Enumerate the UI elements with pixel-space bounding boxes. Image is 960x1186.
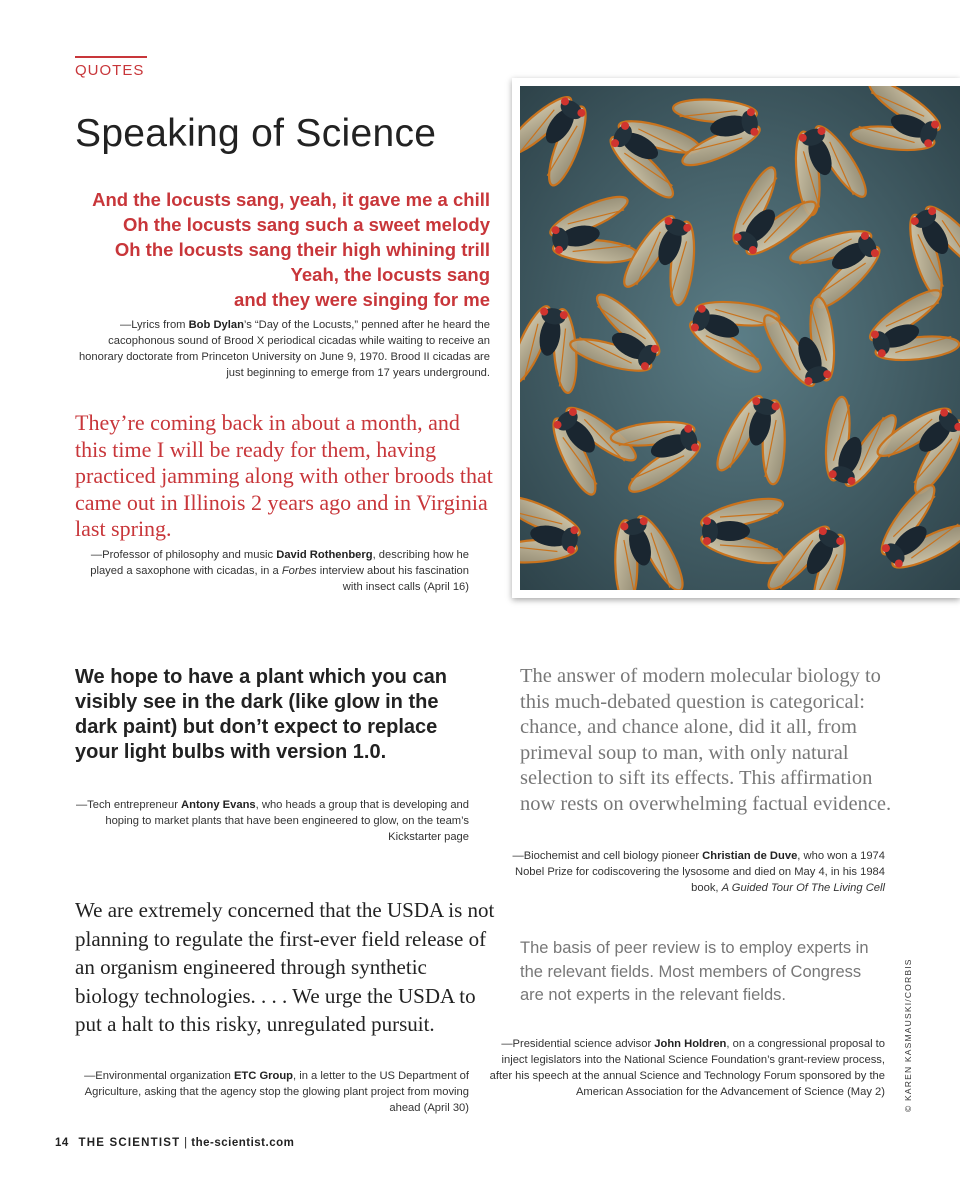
quote-2-text: They’re coming back in about a month, and this time I will be ready for them, having practiced jamming along with other broods that came out in Illinois 2 years ago and in Virginia last spring. bbox=[75, 410, 493, 541]
attribution-text: , who won a 1974 Nobel Prize for codiscovering the lysosome and died on May 4, in his 1984 book, bbox=[514, 850, 885, 894]
attribution-text: —Presidential science advisor bbox=[501, 1038, 655, 1050]
footer-separator: | bbox=[184, 1137, 188, 1149]
attribution-text: —Lyrics from bbox=[120, 319, 189, 331]
quote-2-attribution bbox=[69, 547, 469, 595]
attribution-publication: Forbes bbox=[281, 565, 317, 577]
attribution-text: —Environmental organization bbox=[84, 1070, 234, 1082]
attribution-name: David Rothenberg bbox=[276, 549, 373, 561]
lyric-line: Yeah, the locusts sang bbox=[290, 264, 490, 285]
magazine-url[interactable]: the-scientist.com bbox=[191, 1137, 295, 1149]
cicada-photo-frame bbox=[512, 78, 960, 598]
attribution-text: , in a letter to the US Department of Agriculture, asking that the agency stop the glowing plant project from moving ahead (April 30) bbox=[84, 1070, 469, 1114]
quote-6-attribution bbox=[485, 1036, 885, 1100]
cicada-illustration bbox=[520, 86, 960, 590]
attribution-text: , who heads a group that is developing and hoping to market plants that have been engineered to glow, on the team’s Kickstarter page bbox=[105, 799, 469, 843]
attribution-name: ETC Group bbox=[233, 1070, 294, 1082]
quote-5-attribution bbox=[485, 848, 885, 896]
attribution-text: —Tech entrepreneur bbox=[75, 799, 182, 811]
attribution-text: interview about his fascination with insect calls (April 16) bbox=[316, 565, 469, 593]
attribution-text: —Biochemist and cell biology pioneer bbox=[512, 850, 703, 862]
page-title: Speaking of Science bbox=[75, 112, 437, 155]
attribution-publication: A Guided Tour Of The Living Cell bbox=[721, 882, 885, 894]
cicada-photo bbox=[520, 86, 960, 590]
attribution-name: John Holdren bbox=[654, 1038, 727, 1050]
quote-5-text: The answer of modern molecular biology to this much-debated question is categorical: chance, and chance alone, did it all, from primeval soup to man, with only natural selection to sift its effects. This affirmation now rests on overwhelming factual evidence. bbox=[520, 665, 892, 815]
quote-4-attribution bbox=[69, 1068, 469, 1116]
attribution-name: Christian de Duve bbox=[702, 850, 798, 862]
section-rule bbox=[75, 56, 147, 58]
lyric-line: and they were singing for me bbox=[234, 289, 490, 310]
quote-1-lyrics bbox=[60, 187, 490, 312]
lyric-line: Oh the locusts sang their high whining trill bbox=[114, 239, 490, 260]
quote-3-attribution bbox=[69, 797, 469, 845]
attribution-text: ’s “Day of the Locusts,” penned after he heard the cacophonous sound of Brood X periodical cicadas while waiting to receive an honorary doctorate from Princeton University on June 9, 1970. Brood II cicadas are just beginning to emerge from 17 years underground. bbox=[78, 319, 490, 379]
lyric-line: Oh the locusts sang such a sweet melody bbox=[122, 214, 490, 235]
section-label: QUOTES bbox=[75, 62, 145, 79]
page-footer bbox=[55, 1137, 294, 1149]
photo-credit: © KAREN KASMAUSKI/CORBIS bbox=[903, 958, 913, 1112]
magazine-name: THE SCIENTIST bbox=[78, 1137, 181, 1149]
quote-1-attribution bbox=[70, 317, 490, 381]
quote-3-text: We hope to have a plant which you can visibly see in the dark (like glow in the dark paint) but don’t expect to replace your light bulbs with version 1.0. bbox=[75, 666, 447, 763]
quote-4-text: We are extremely concerned that the USDA is not planning to regulate the first-ever field release of an organism engineered through synthetic biology technologies. . . . We urge the USDA to put a halt to this risky, unregulated pursuit. bbox=[75, 898, 495, 1036]
attribution-text: —Professor of philosophy and music bbox=[90, 549, 277, 561]
attribution-name: Antony Evans bbox=[181, 799, 256, 811]
attribution-name: Bob Dylan bbox=[188, 319, 244, 331]
page-number: 14 bbox=[55, 1137, 69, 1149]
attribution-text: , describing how he played a saxophone with cicadas, in a bbox=[90, 549, 469, 577]
lyric-line: And the locusts sang, yeah, it gave me a chill bbox=[92, 189, 490, 210]
attribution-text: , on a congressional proposal to inject legislators into the National Science Foundation’s grant-review process, after his speech at the annual Science and Technology Forum sponsored by the American Association for the Advancement of Science (May 2) bbox=[489, 1038, 885, 1098]
quote-6-text: The basis of peer review is to employ experts in the relevant fields. Most members of Congress are not experts in the relevant fields. bbox=[520, 939, 869, 1004]
